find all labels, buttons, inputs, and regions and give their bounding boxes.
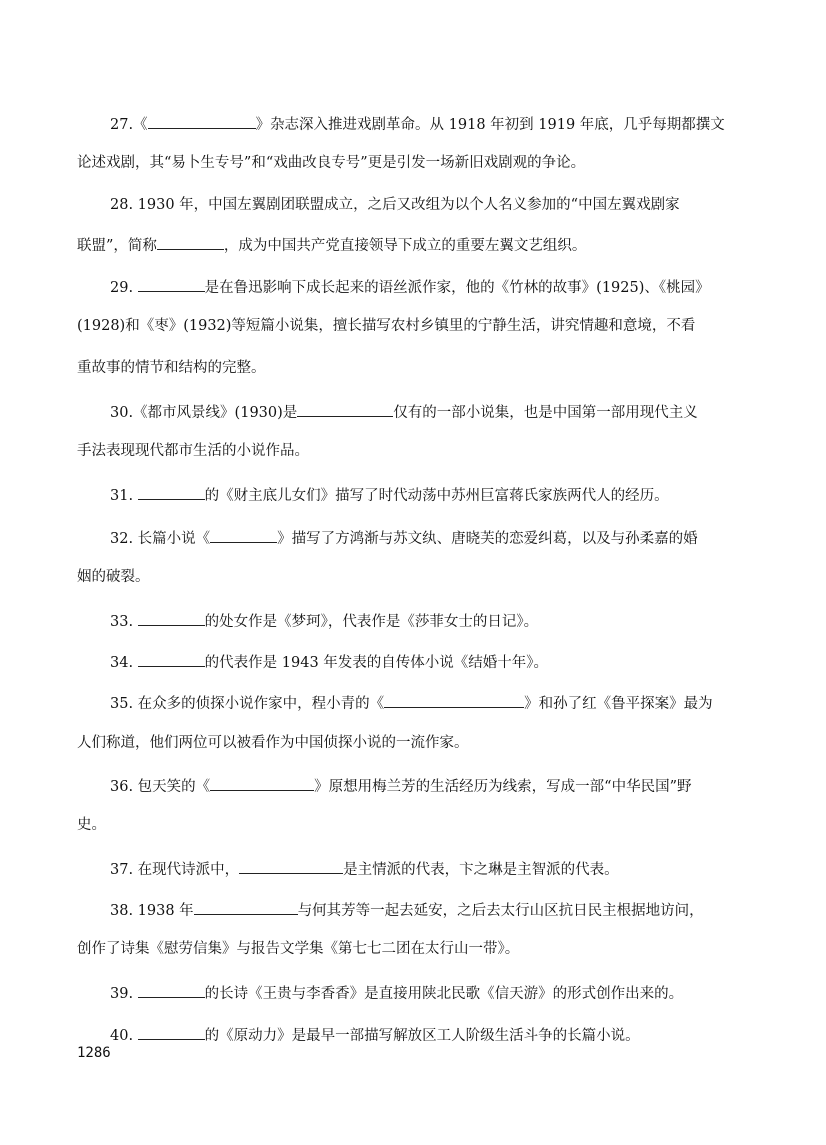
question-line bbox=[77, 358, 747, 378]
question-text: 的《原动力》是最早一部描写解放区工人阶级生活斗争的长篇小说。 bbox=[204, 1028, 640, 1044]
question-text: 30.《都市风景线》(1930)是 bbox=[110, 405, 298, 421]
question-line bbox=[110, 651, 747, 673]
question-line bbox=[77, 939, 747, 959]
question-line bbox=[110, 982, 747, 1004]
answer-blank[interactable] bbox=[210, 527, 277, 543]
question-text: 与何其芳等一起去延安，之后去太行山区抗日民主根据地访问， bbox=[297, 903, 704, 919]
question-line bbox=[77, 441, 747, 461]
question-text: 手法表现现代都市生活的小说作品。 bbox=[77, 443, 309, 459]
question-line bbox=[77, 153, 747, 173]
question-text: 的《财主底儿女们》描写了时代动荡中苏州巨富蒋氏家族两代人的经历。 bbox=[204, 488, 669, 504]
question-text: 37. 在现代诗派中， bbox=[110, 862, 240, 878]
question-line bbox=[110, 484, 747, 506]
question-line bbox=[110, 775, 747, 797]
question-line bbox=[77, 316, 747, 336]
answer-blank[interactable] bbox=[148, 113, 256, 129]
question-text: 39. bbox=[110, 986, 138, 1002]
answer-blank[interactable] bbox=[138, 651, 205, 667]
question-text: 32. 长篇小说《 bbox=[110, 531, 211, 547]
answer-blank[interactable] bbox=[138, 1024, 205, 1040]
question-text: 论述戏剧，其“易卜生专号”和“戏曲改良专号”更是引发一场新旧戏剧观的争论。 bbox=[77, 155, 586, 171]
question-text: 》原想用梅兰芳的生活经历为线索，写成一部“中华民国”野 bbox=[314, 779, 692, 795]
question-text: 联盟”，简称 bbox=[77, 238, 157, 254]
answer-blank[interactable] bbox=[138, 276, 205, 292]
page-number: 1286 bbox=[77, 1045, 111, 1061]
question-line bbox=[77, 733, 747, 753]
question-line bbox=[110, 113, 747, 135]
question-text: 35. 在众多的侦探小说作家中，程小青的《 bbox=[110, 696, 385, 712]
question-text: 》杂志深入推进戏剧革命。从 1918 年初到 1919 年底，几乎每期都撰文 bbox=[255, 117, 725, 133]
question-line bbox=[77, 815, 747, 835]
question-line bbox=[110, 195, 747, 215]
question-line bbox=[110, 401, 747, 423]
question-text: (1928)和《枣》(1932)等短篇小说集，擅长描写农村乡镇里的宁静生活，讲究情趣和意境，不看 bbox=[77, 318, 696, 334]
question-text: 33. bbox=[110, 614, 138, 630]
answer-blank[interactable] bbox=[239, 858, 343, 874]
question-text: 人们称道，他们两位可以被看作为中国侦探小说的一流作家。 bbox=[77, 735, 469, 751]
question-text: 创作了诗集《慰劳信集》与报告文学集《第七七二团在太行山一带》。 bbox=[77, 941, 520, 957]
question-text: ，成为中国共产党直接领导下成立的重要左翼文艺组织。 bbox=[223, 238, 587, 254]
question-text: 》和孙了红《鲁平探案》最为 bbox=[524, 696, 713, 712]
question-text: 》描写了方鸿渐与苏文纨、唐晓芙的恋爱纠葛，以及与孙柔嘉的婚 bbox=[277, 531, 698, 547]
question-text: 是在鲁迅影响下成长起来的语丝派作家，他的《竹林的故事》(1925)、《桃园》 bbox=[204, 280, 710, 296]
question-line bbox=[110, 899, 747, 921]
question-line bbox=[110, 692, 747, 714]
question-line bbox=[110, 276, 747, 298]
question-text: 36. 包天笑的《 bbox=[110, 779, 211, 795]
question-text: 34. bbox=[110, 655, 138, 671]
question-text: 29. bbox=[110, 280, 138, 296]
question-text: 史。 bbox=[77, 817, 106, 833]
answer-blank[interactable] bbox=[138, 610, 205, 626]
answer-blank[interactable] bbox=[138, 982, 205, 998]
question-text: 的长诗《王贵与李香香》是直接用陕北民歌《信天游》的形式创作出来的。 bbox=[204, 986, 684, 1002]
question-line bbox=[110, 1024, 747, 1046]
question-text: 40. bbox=[110, 1028, 138, 1044]
answer-blank[interactable] bbox=[138, 484, 205, 500]
question-text: 的处女作是《梦珂》，代表作是《莎菲女士的日记》。 bbox=[204, 614, 539, 630]
question-text: 31. bbox=[110, 488, 138, 504]
question-text: 姻的破裂。 bbox=[77, 569, 150, 585]
question-text: 仅有的一部小说集，也是中国第一部用现代主义 bbox=[393, 405, 698, 421]
question-text: 是主情派的代表，卞之琳是主智派的代表。 bbox=[343, 862, 619, 878]
question-line bbox=[110, 527, 747, 549]
question-line bbox=[110, 858, 747, 880]
answer-blank[interactable] bbox=[194, 899, 298, 915]
question-text: 27.《 bbox=[110, 117, 148, 133]
answer-blank[interactable] bbox=[157, 234, 224, 250]
question-line bbox=[77, 567, 747, 587]
question-line bbox=[77, 234, 747, 256]
question-line bbox=[110, 610, 747, 632]
answer-blank[interactable] bbox=[297, 401, 393, 417]
answer-blank[interactable] bbox=[384, 692, 524, 708]
question-text: 28. 1930 年，中国左翼剧团联盟成立，之后又改组为以个人名义参加的“中国左翼戏剧家 bbox=[110, 197, 680, 213]
question-text: 重故事的情节和结构的完整。 bbox=[77, 360, 266, 376]
question-text: 38. 1938 年 bbox=[110, 903, 194, 919]
answer-blank[interactable] bbox=[210, 775, 314, 791]
question-text: 的代表作是 1943 年发表的自传体小说《结婚十年》。 bbox=[204, 655, 549, 671]
